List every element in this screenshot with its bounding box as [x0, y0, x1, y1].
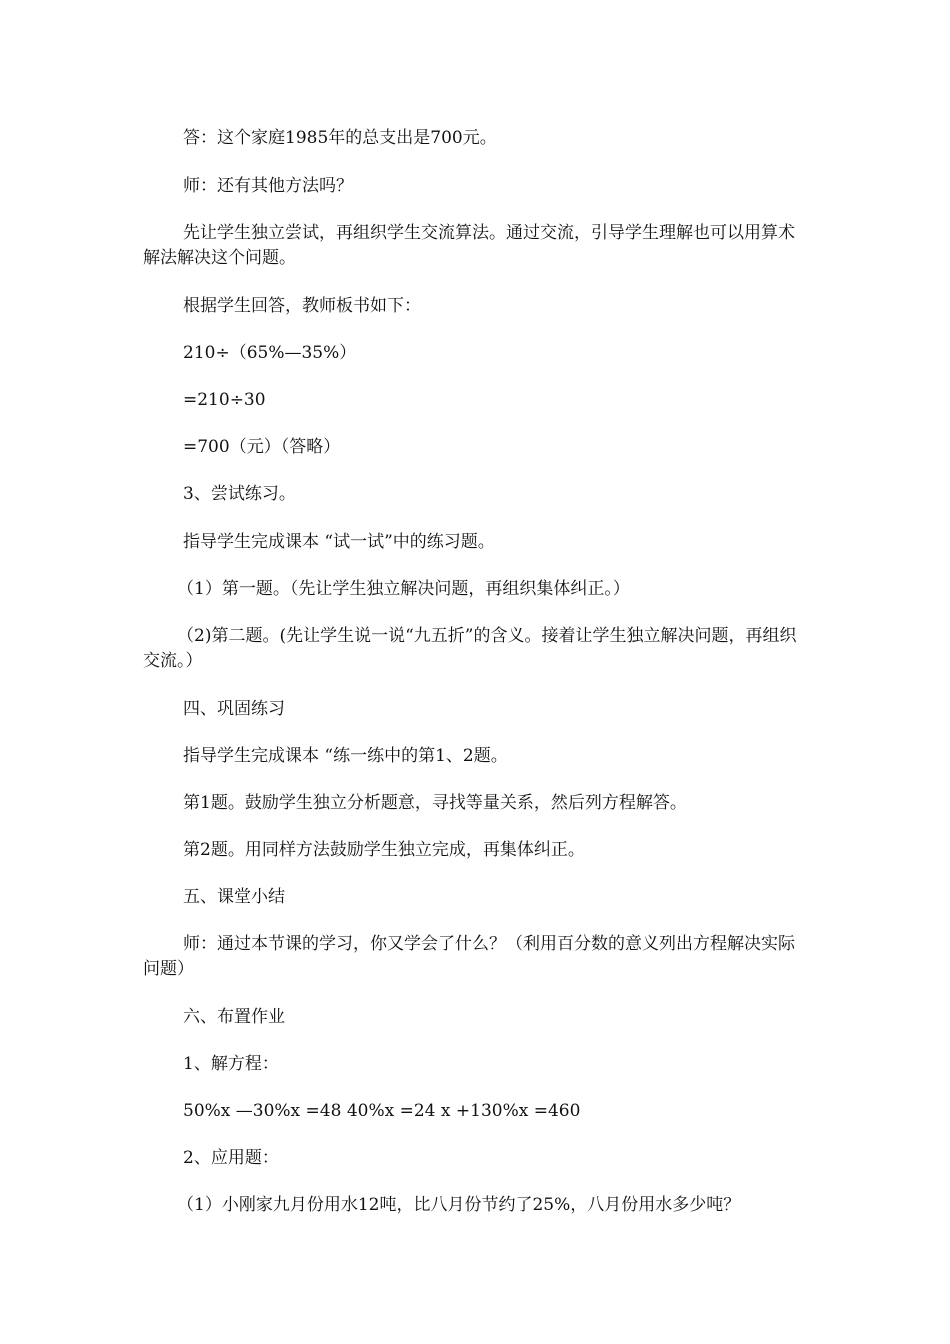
paragraph-guide-try: 指导学生完成课本 “试一试”中的练习题。	[183, 532, 495, 552]
paragraph-summary-question: 师：通过本节课的学习，你又学会了什么？（利用百分数的意义列出方程解决实际问题）	[143, 934, 795, 979]
paragraph-application: 2、应用题：	[183, 1148, 279, 1168]
equation-line-3: =700（元）（答略）	[183, 437, 341, 457]
paragraph-board-intro: 根据学生回答，教师板书如下：	[183, 296, 421, 316]
paragraph-exercise-1: 第1题。鼓励学生独立分析题意，寻找等量关系，然后列方程解答。	[183, 793, 687, 813]
section-consolidate: 四、巩固练习	[183, 699, 285, 719]
paragraph-question-1: （1）第一题。（先让学生独立解决问题，再组织集体纠正。）	[177, 579, 630, 599]
equation-line-1: 210÷（65%—35%）	[183, 343, 357, 363]
paragraph-guide-practice: 指导学生完成课本 “练一练中的第1、2题。	[183, 746, 508, 766]
paragraph-solve-equations: 1、解方程：	[183, 1054, 279, 1074]
paragraph-teacher-question: 师：还有其他方法吗？	[183, 176, 353, 196]
paragraph-student-attempt: 先让学生独立尝试，再组织学生交流算法。通过交流，引导学生理解也可以用算术解法解决这个问题。	[143, 223, 795, 268]
section-homework: 六、布置作业	[183, 1007, 285, 1027]
paragraph-question-2: （2)第二题。(先让学生说一说“九五折”的含义。接着让学生独立解决问题，再组织交流。）	[143, 626, 797, 671]
equation-homework: 50%x —30%x =48 40%x =24 x +130%x =460	[183, 1101, 581, 1121]
paragraph-exercise-2: 第2题。用同样方法鼓励学生独立完成，再集体纠正。	[183, 840, 585, 860]
paragraph-answer-total: 答：这个家庭1985年的总支出是700元。	[183, 128, 497, 148]
paragraph-word-problem-1: （1）小刚家九月份用水12吨，比八月份节约了25%，八月份用水多少吨？	[177, 1195, 741, 1215]
equation-line-2: =210÷30	[183, 390, 266, 410]
section-try-practice: 3、尝试练习。	[183, 484, 296, 504]
section-summary: 五、课堂小结	[183, 887, 285, 907]
